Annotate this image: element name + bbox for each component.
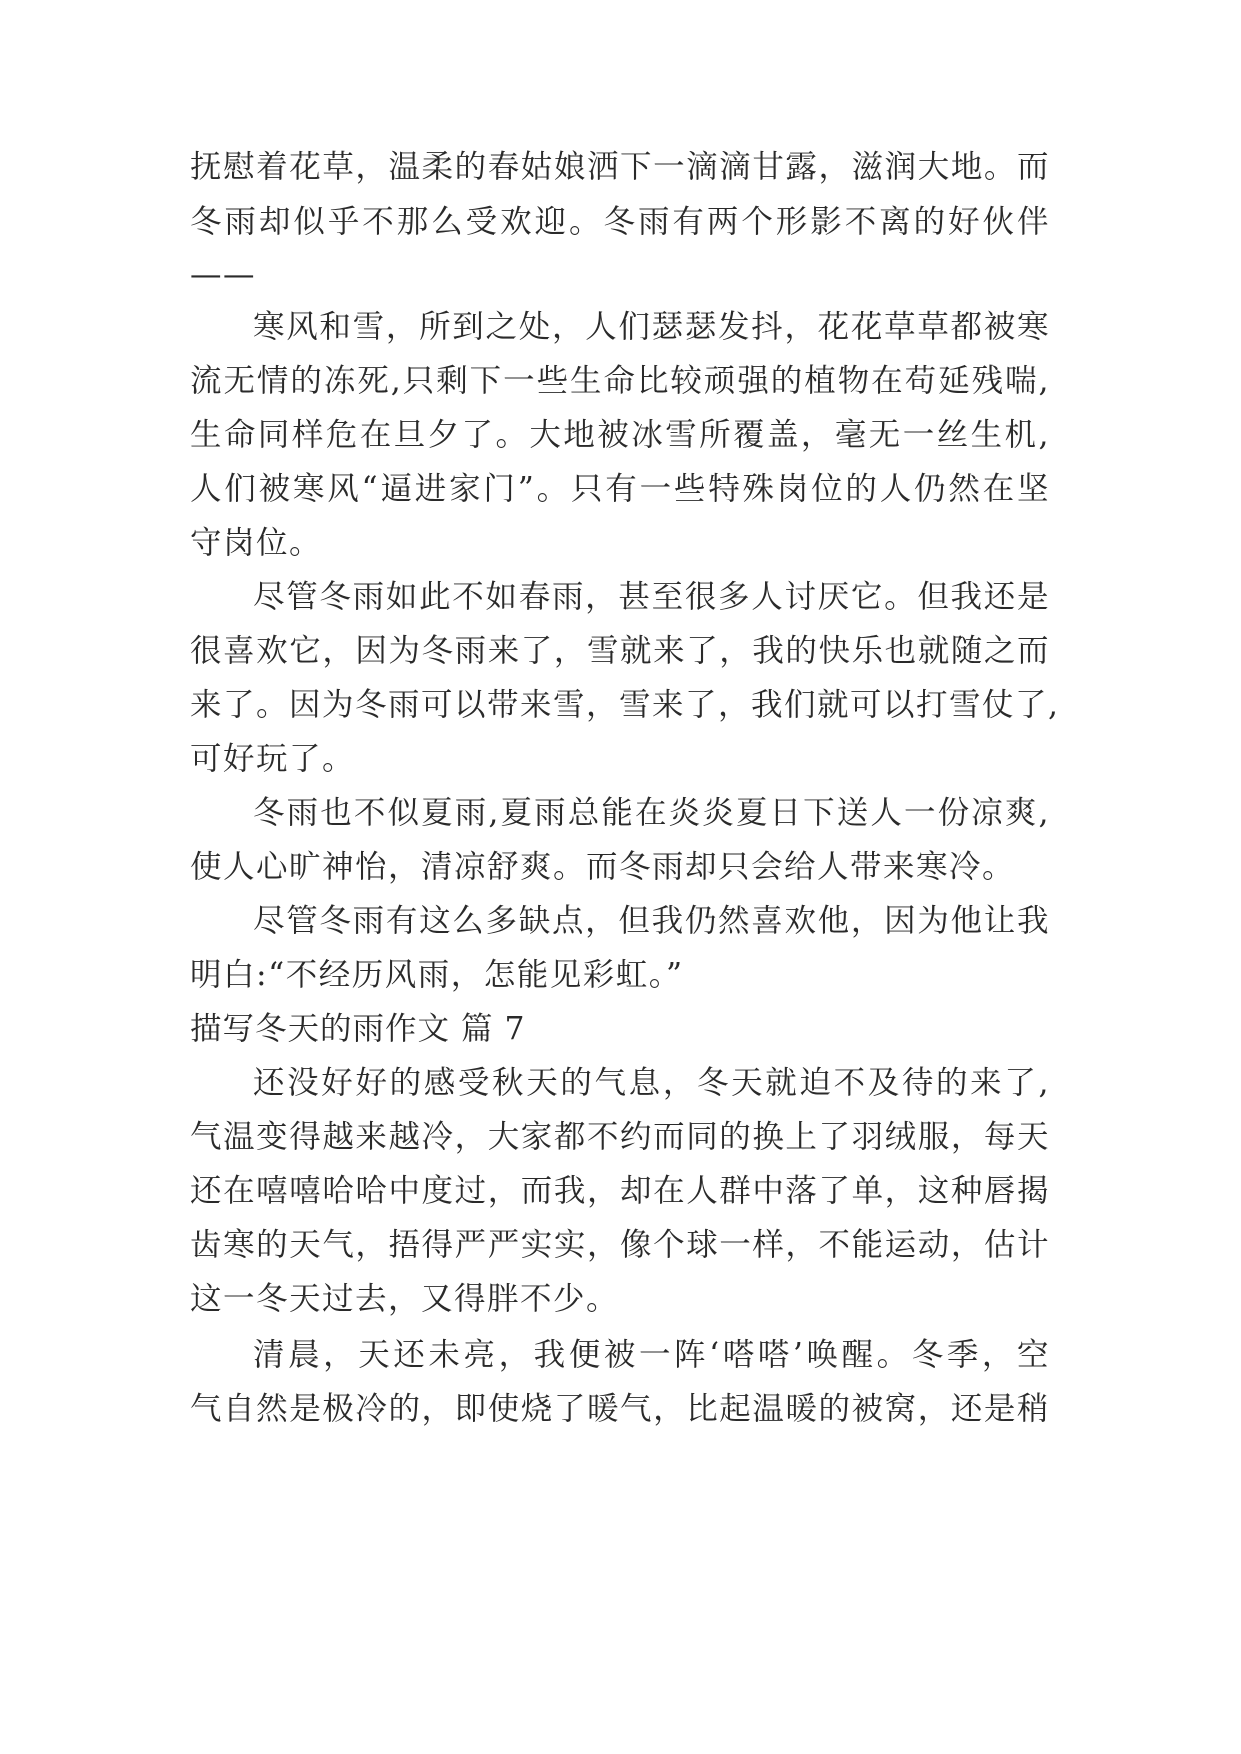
text-line: 人们被寒风“逼进家门”。只有一些特殊岗位的人仍然在坚 [190, 471, 1050, 507]
paragraph-start-line: 清晨，天还未亮，我便被一阵‘嗒嗒’唤醒。冬季，空 [253, 1337, 1050, 1373]
text-line: 守岗位。 [190, 525, 323, 561]
text-line: 抚慰着花草，温柔的春姑娘洒下一滴滴甘露，滋润大地。而 [190, 149, 1050, 185]
text-line: 生命同样危在旦夕了。大地被冰雪所覆盖，毫无一丝生机, [190, 417, 1050, 453]
text-line: 可好玩了。 [190, 741, 356, 777]
text-line: —— [190, 257, 256, 293]
paragraph-start-line: 还没好好的感受秋天的气息，冬天就迫不及待的来了, [253, 1065, 1050, 1101]
text-line: 使人心旷神怡，清凉舒爽。而冬雨却只会给人带来寒冷。 [190, 849, 1016, 885]
text-line: 很喜欢它，因为冬雨来了，雪就来了，我的快乐也就随之而 [190, 633, 1050, 669]
paragraph-start-line: 冬雨也不似夏雨,夏雨总能在炎炎夏日下送人一份凉爽, [253, 795, 1050, 831]
text-line: 齿寒的天气，捂得严严实实，像个球一样，不能运动，估计 [190, 1227, 1050, 1263]
text-line: 气温变得越来越冷，大家都不约而同的换上了羽绒服，每天 [190, 1119, 1050, 1155]
text-line: 气自然是极冷的，即使烧了暖气，比起温暖的被窝，还是稍 [190, 1391, 1050, 1427]
paragraph-start-line: 尽管冬雨如此不如春雨，甚至很多人讨厌它。但我还是 [253, 579, 1050, 615]
text-line: 这一冬天过去，又得胖不少。 [190, 1281, 620, 1317]
text-line: 冬雨却似乎不那么受欢迎。冬雨有两个形影不离的好伙伴 [190, 204, 1050, 240]
text-line: 还在嘻嘻哈哈中度过，而我，却在人群中落了单，这种唇揭 [190, 1173, 1050, 1209]
text-line: 流无情的冻死,只剩下一些生命比较顽强的植物在苟延残喘, [190, 363, 1050, 399]
text-line: 来了。因为冬雨可以带来雪，雪来了，我们就可以打雪仗了, [190, 687, 1060, 723]
section-heading: 描写冬天的雨作文 篇 7 [190, 1011, 526, 1047]
paragraph-start-line: 寒风和雪，所到之处，人们瑟瑟发抖，花花草草都被寒 [253, 309, 1050, 345]
paragraph-start-line: 尽管冬雨有这么多缺点，但我仍然喜欢他，因为他让我 [253, 903, 1050, 939]
text-line: 明白:“不经历风雨，怎能见彩虹。” [190, 957, 684, 993]
